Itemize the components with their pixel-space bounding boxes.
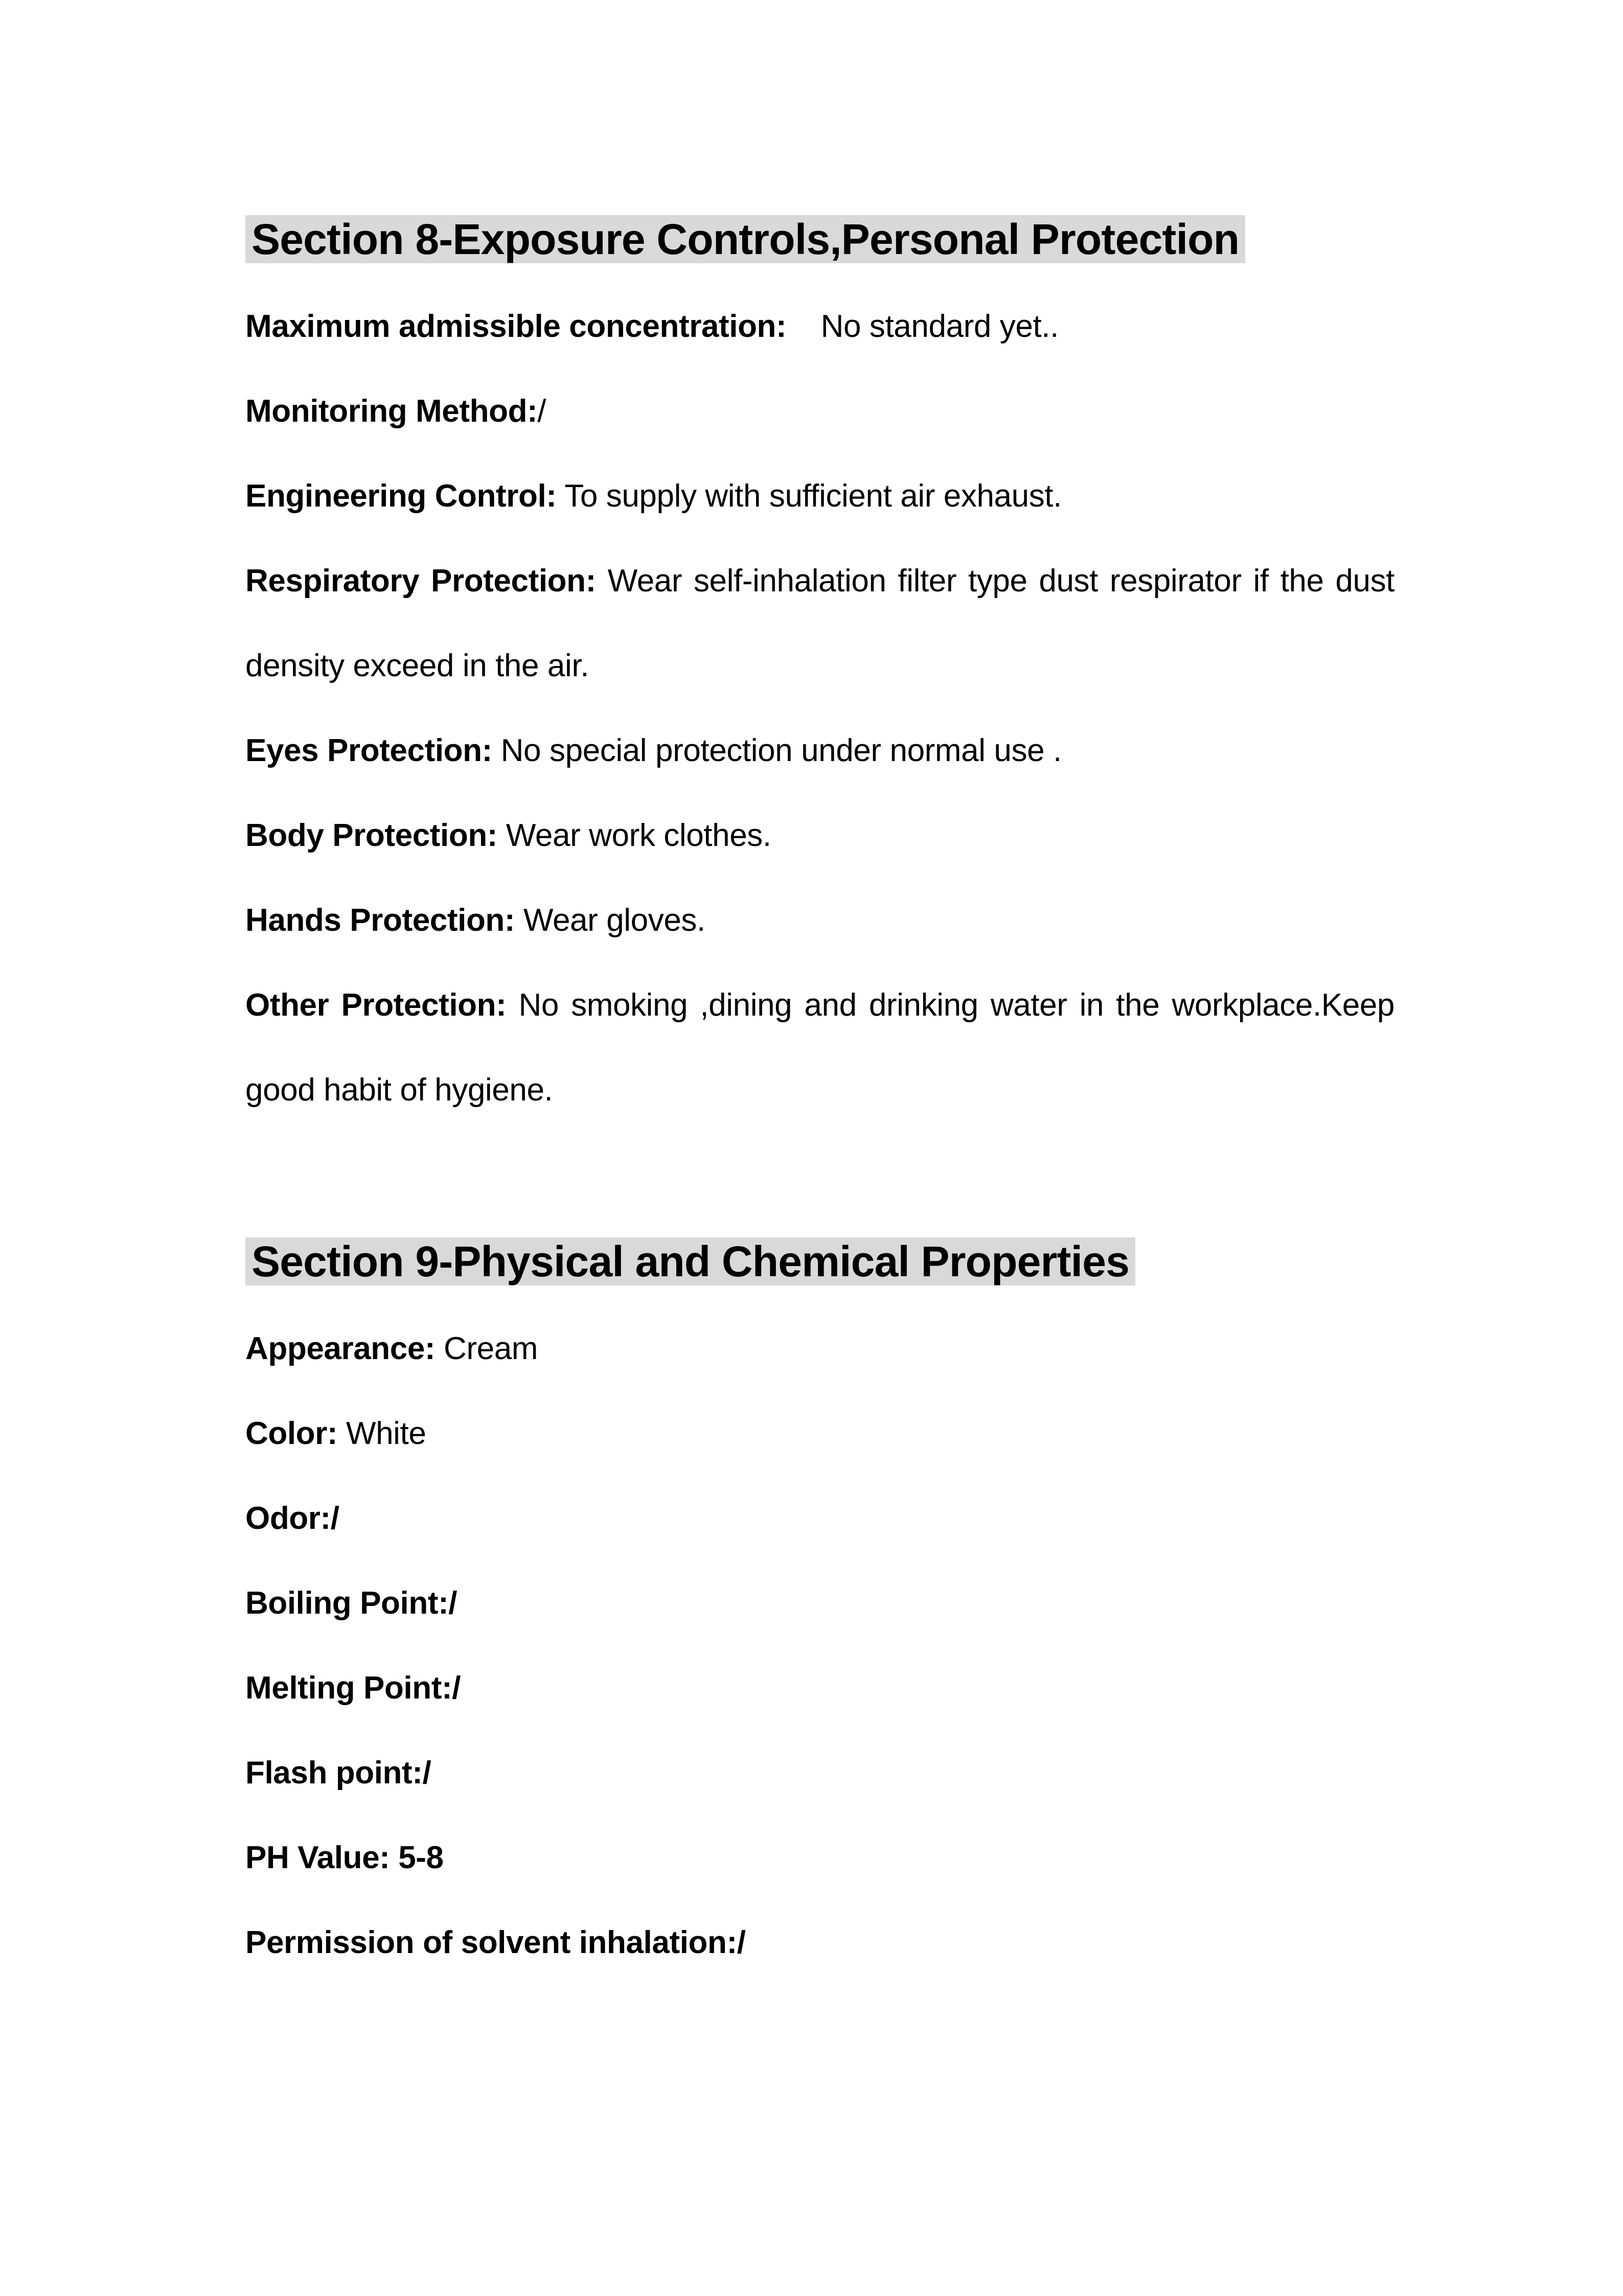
field-value: /: [537, 394, 546, 429]
section-8-heading: [245, 206, 1395, 272]
field-row-monitoring-method: [245, 369, 1395, 454]
section-8-items: [245, 284, 1395, 1133]
field-value: No standard yet..: [786, 309, 1059, 344]
field-row-eyes-protection: [245, 708, 1395, 793]
field-label: Odor:/: [245, 1501, 339, 1536]
field-label: Engineering Control:: [245, 478, 557, 514]
field-value: Cream: [435, 1331, 538, 1366]
field-label: Respiratory Protection:: [245, 563, 596, 599]
field-row-melting-point: [245, 1646, 1395, 1731]
field-value: Wear work clothes.: [497, 818, 771, 853]
page-content: [0, 206, 1623, 1985]
field-row-hands-protection: [245, 878, 1395, 963]
section-9-heading-highlight: Section 9-Physical and Chemical Properties: [245, 1237, 1135, 1285]
field-label: Permission of solvent inhalation:/: [245, 1925, 746, 1960]
field-row-other-protection: [245, 963, 1395, 1133]
field-value: White: [337, 1416, 426, 1451]
field-row-flash-point: [245, 1731, 1395, 1816]
field-row-odor: [245, 1476, 1395, 1561]
field-label: Melting Point:/: [245, 1670, 461, 1706]
field-value: Wear gloves.: [515, 903, 705, 938]
field-label: Maximum admissible concentration:: [245, 309, 787, 344]
field-row-respiratory-protection: [245, 539, 1395, 708]
field-value: No special protection under normal use .: [492, 733, 1062, 768]
field-label: Appearance:: [245, 1331, 436, 1366]
field-row-permission-solvent-inhalation: [245, 1900, 1395, 1985]
field-label: PH Value: 5-8: [245, 1840, 444, 1875]
field-value: To supply with sufficient air exhaust.: [556, 478, 1062, 514]
field-label: Boiling Point:/: [245, 1586, 458, 1621]
field-row-appearance: [245, 1306, 1395, 1391]
field-label: Other Protection:: [245, 988, 507, 1023]
field-label: Hands Protection:: [245, 903, 515, 938]
field-row-body-protection: [245, 793, 1395, 878]
field-row-boiling-point: [245, 1561, 1395, 1646]
field-row-max-admissible-concentration: [245, 284, 1395, 369]
field-row-ph-value: [245, 1816, 1395, 1900]
field-label: Body Protection:: [245, 818, 498, 853]
field-label: Monitoring Method:: [245, 394, 538, 429]
field-value: Wear self-inhalation filter type dust respirator if the dust density exceed in the air.: [245, 563, 1395, 683]
field-label: Flash point:/: [245, 1755, 431, 1790]
section-9-heading: [245, 1229, 1395, 1294]
field-label: Eyes Protection:: [245, 733, 492, 768]
field-label: Color:: [245, 1416, 338, 1451]
field-row-color: [245, 1391, 1395, 1476]
field-value: No smoking ,dining and drinking water in the workplace.Keep good habit of hygiene.: [245, 988, 1395, 1108]
section-9-items: [245, 1306, 1395, 1985]
field-row-engineering-control: [245, 454, 1395, 539]
section-8-heading-highlight: Section 8-Exposure Controls,Personal Protection: [245, 215, 1245, 263]
